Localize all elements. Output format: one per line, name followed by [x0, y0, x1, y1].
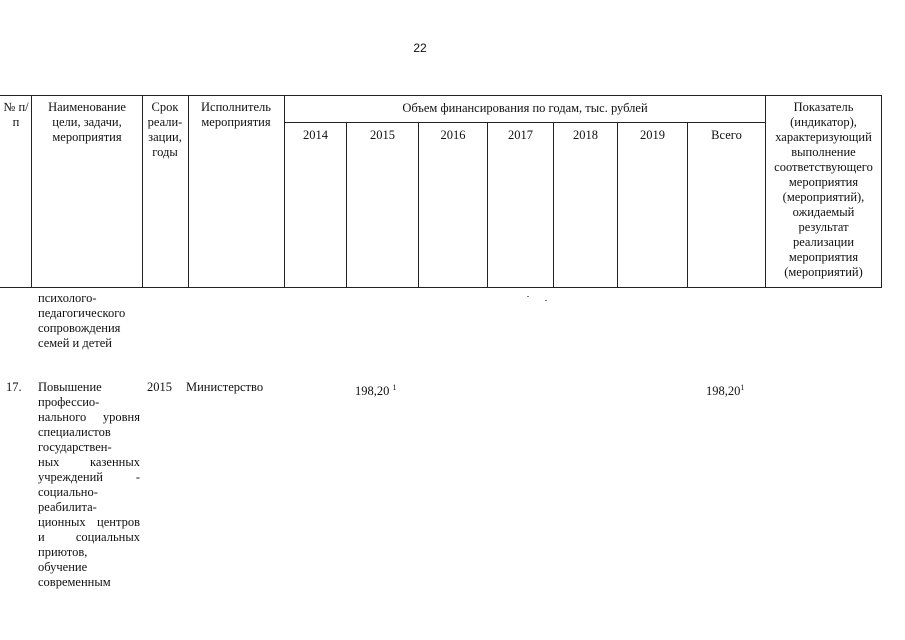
name-line: семей и детей — [38, 336, 112, 350]
column-divider — [284, 95, 285, 288]
name-line: психолого- — [38, 291, 97, 305]
table-top-border — [0, 95, 882, 96]
column-divider — [765, 95, 766, 288]
name-line: реабилита- — [38, 500, 97, 514]
column-divider — [687, 122, 688, 288]
name-line: ных казенных — [38, 455, 140, 469]
table-header-bottom-border — [0, 287, 882, 288]
name-line: государствен- — [38, 440, 112, 454]
name-line: сопровождения — [38, 321, 121, 335]
header-total: Всего — [711, 128, 742, 142]
column-divider — [617, 122, 618, 288]
header-year-2014: 2014 — [303, 128, 328, 142]
header-funding-group: Объем финансирования по годам, тыс. рублей — [402, 101, 648, 115]
header-year-2019: 2019 — [640, 128, 665, 142]
amount-value: 198,20 — [355, 384, 390, 398]
column-divider — [418, 122, 419, 288]
header-period: Срок реали-зации, годы — [147, 100, 183, 159]
row-executor: Министерство — [186, 380, 264, 394]
name-line: приютов, — [38, 545, 88, 559]
row-name — [38, 380, 140, 590]
name-line: учреждений - — [38, 470, 140, 484]
name-line: специалистов — [38, 425, 111, 439]
row-period: 2015 — [147, 380, 172, 394]
name-line: педагогического — [38, 306, 126, 320]
scan-speck — [545, 300, 547, 301]
name-line: социально- — [38, 485, 98, 499]
footnote-marker: 1 — [740, 383, 745, 392]
column-divider — [487, 122, 488, 288]
header-name: Наименование цели, задачи, мероприятия — [48, 100, 126, 144]
row-amount-2015 — [355, 380, 397, 399]
scan-speck — [527, 296, 529, 297]
amount-value: 198,20 — [706, 384, 741, 398]
name-line: и социальных — [38, 530, 140, 544]
header-year-2015: 2015 — [370, 128, 395, 142]
row-amount-total — [706, 380, 744, 399]
header-year-2018: 2018 — [573, 128, 598, 142]
funding-subheader-rule — [284, 122, 765, 123]
header-year-2016: 2016 — [440, 128, 466, 142]
footnote-marker: 1 — [392, 383, 397, 392]
name-line: Повышение — [38, 380, 102, 394]
name-line: профессио- — [38, 395, 100, 409]
column-divider — [188, 95, 189, 288]
continuation-row-name — [38, 291, 148, 351]
header-number: № п/п — [3, 100, 29, 129]
header-year-2017: 2017 — [508, 128, 533, 142]
name-line: обучение — [38, 560, 88, 574]
header-indicator: Показатель (индикатор), характеризующий выполнение соответствующего мероприятия (мероприятий), ожидаемый результат реализации мероприятия (мероприятий) — [774, 100, 873, 279]
column-divider — [31, 95, 32, 288]
row-number: 17. — [6, 380, 22, 394]
table-right-border — [881, 95, 882, 288]
name-line: современным — [38, 575, 111, 589]
name-line: нального уровня — [38, 410, 140, 424]
header-executor: Исполнитель мероприятия — [201, 100, 271, 129]
name-line: ционных центров — [38, 515, 140, 529]
column-divider — [346, 122, 347, 288]
column-divider — [553, 122, 554, 288]
page-number: 22 — [413, 41, 427, 55]
